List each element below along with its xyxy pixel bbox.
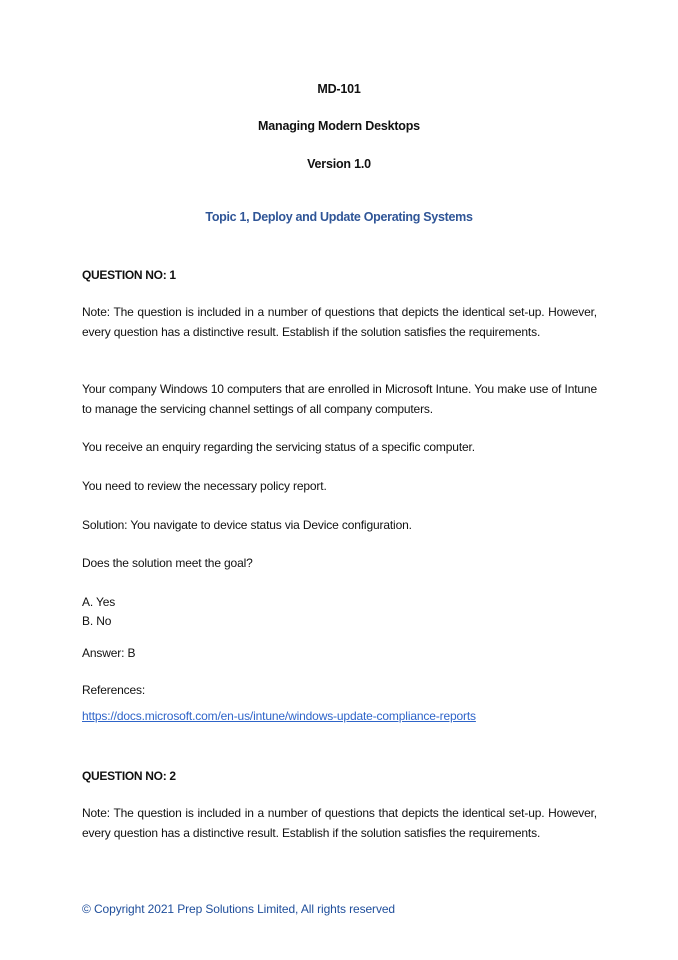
question-1-note: Note: The question is included in a number of questions that depicts the identical set-up. However, every question has a distinctive result. Establish if the solution satisfies the requirements. [82,305,597,339]
question-1-heading: QUESTION NO: 1 [82,268,176,282]
question-1-enquiry: You receive an enquiry regarding the servicing status of a specific computer. [82,440,475,454]
topic-title: Topic 1, Deploy and Update Operating Systems [205,210,473,224]
copyright-footer: © Copyright 2021 Prep Solutions Limited, All rights reserved [82,902,396,916]
question-2-heading: QUESTION NO: 2 [82,769,176,783]
question-1-need: You need to review the necessary policy report. [82,479,327,493]
exam-code: MD-101 [317,82,361,96]
question-1-option-a: A. Yes [82,595,116,609]
exam-name: Managing Modern Desktops [258,119,420,133]
question-1-references-label: References: [82,683,146,697]
question-1-solution: Solution: You navigate to device status via Device configuration. [82,518,412,532]
question-1-prompt: Does the solution meet the goal? [82,556,253,570]
question-1-reference-link[interactable]: https://docs.microsoft.com/en-us/intune/windows-update-compliance-reports [82,709,476,723]
question-2-note: Note: The question is included in a number of questions that depicts the identical set-up. However, every question has a distinctive result. Establish if the solution satisfies the requirements. [82,806,597,840]
exam-version: Version 1.0 [307,157,371,171]
question-1-option-b: B. No [82,614,112,628]
question-1-answer: Answer: B [82,646,136,660]
question-1-scenario: Your company Windows 10 computers that are enrolled in Microsoft Intune. You make use of Intune to manage the servicing channel settings of all company computers. [82,382,597,416]
